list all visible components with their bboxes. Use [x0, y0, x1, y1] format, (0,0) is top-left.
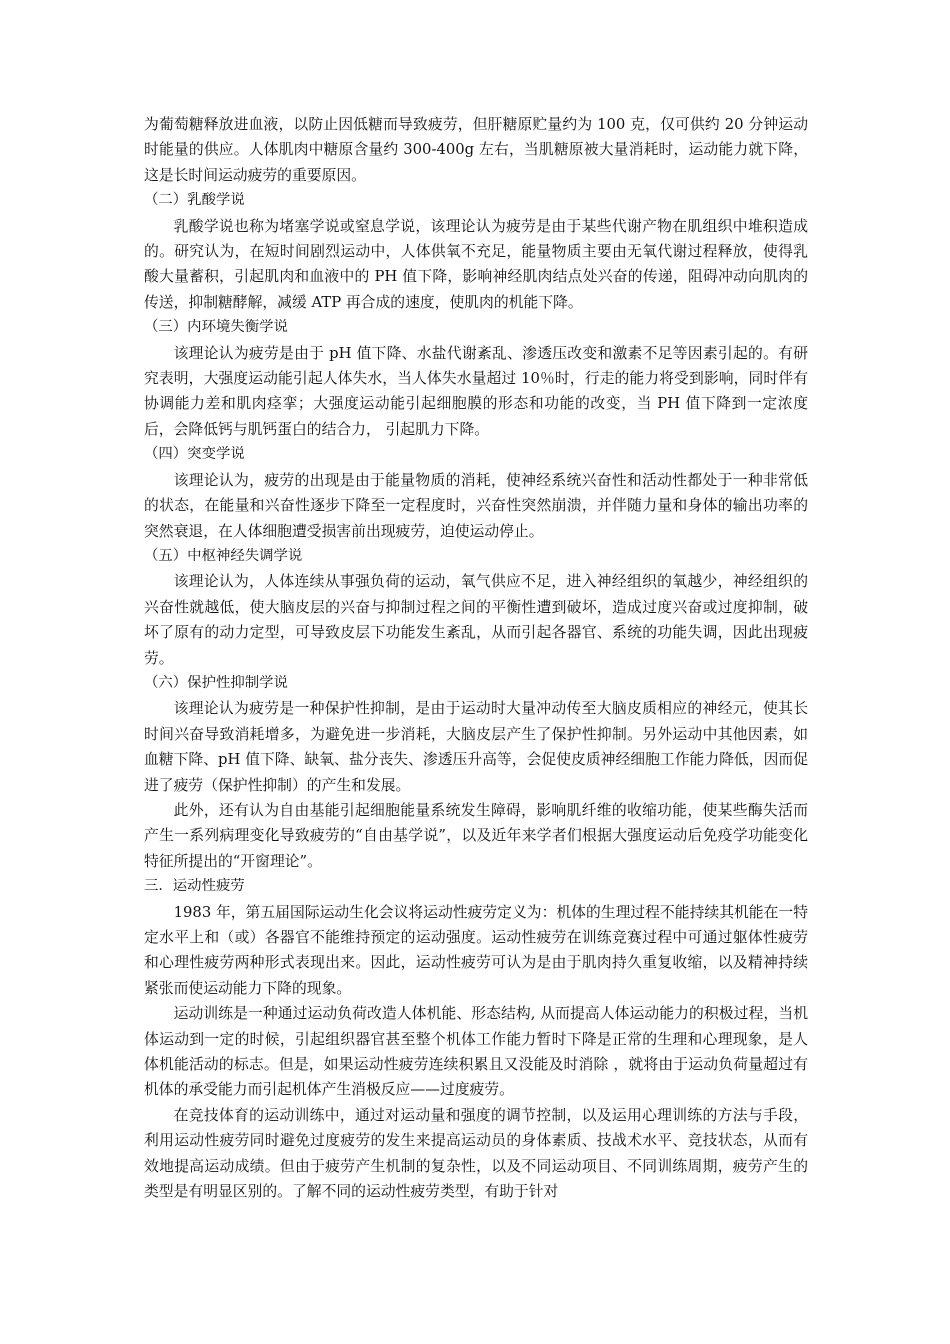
- mutation-paragraph: 该理论认为，疲劳的出现是由于能量物质的消耗，使神经系统兴奋性和活动性都处于一种非常低的状态，在能量和兴奋性逐步下降至一定程度时，兴奋性突然崩溃，并伴随力量和身体的输出功率的突然衰退，在人体细胞遭受损害前出现疲劳，迫使运动停止。: [144, 471, 808, 540]
- competitive-sports-paragraph: 在竞技体育的运动训练中，通过对运动量和强度的调节控制，以及运用心理训练的方法与手段，利用运动性疲劳同时避免过度疲劳的发生来提高运动员的身体素质、技战术水平、竞技状态，从而有效地提高运动成绩。但由于疲劳产生机制的复杂性，以及不同运动项目、不同训练周期，疲劳产生的类型是有明显区别的。了解不同的运动性疲劳类型，有助于针对: [144, 1106, 808, 1201]
- section-heading-internal-environment: （三）内环境失衡学说: [144, 319, 288, 336]
- internal-environment-paragraph: 该理论认为疲劳是由于 pH 值下降、水盐代谢紊乱、渗透压改变和激素不足等因素引起的。有研究表明，大强度运动能引起人体失水，当人体失水量超过 10％时，行走的能力将受到影响，同时伴有协调能力差和肌肉痉挛；大强度运动能引起细胞膜的形态和功能的改变，当 PH 值下降到一定浓度后，会降低钙与肌钙蛋白的结合力， 引起肌力下降。: [144, 344, 808, 438]
- lactic-acid-paragraph: 乳酸学说也称为堵塞学说或窒息学说，该理论认为疲劳是由于某些代谢产物在肌组织中堆积造成的。研究认为，在短时间剧烈运动中，人体供氧不充足，能量物质主要由无氧代谢过程释放，使得乳酸大量蓄积，引起肌肉和血液中的 PH 值下降，影响神经肌肉结点处兴奋的传递，阻碍冲动向肌肉的传送，抑制糖酵解，减缓 ATP 再合成的速度，使肌肉的机能下降。: [144, 217, 808, 311]
- central-nervous-paragraph: 该理论认为，人体连续从事强负荷的运动，氧气供应不足，进入神经组织的氧越少，神经组织的兴奋性就越低，使大脑皮层的兴奋与抑制过程之间的平衡性遭到破坏，造成过度兴奋或过度抑制，破坏了原有的动力定型，可导致皮层下功能发生紊乱，从而引起各器官、系统的功能失调，因此出现疲劳。: [144, 573, 808, 667]
- section-heading-protective-inhibition: （六）保护性抑制学说: [144, 674, 288, 691]
- exercise-fatigue-definition-paragraph: 1983 年，第五届国际运动生化会议将运动性疲劳定义为：机体的生理过程不能持续其机能在一特定水平上和（或）各器官不能维持预定的运动强度。运动性疲劳在训练竞赛过程中可通过躯体性疲劳和心理性疲劳两种形式表现出来。因此，运动性疲劳可认为是由于肌肉持久重复收缩，以及精神持续紧张而使运动能力下降的现象。: [144, 903, 808, 997]
- section-heading-central-nervous: （五）中枢神经失调学说: [144, 547, 303, 564]
- section-heading-exercise-fatigue: 三．运动性疲劳: [144, 878, 245, 895]
- protective-inhibition-paragraph: 该理论认为疲劳是一种保护性抑制，是由于运动时大量冲动传至大脑皮质相应的神经元，使其长时间兴奋导致消耗增多，为避免进一步消耗，大脑皮层产生了保护性抑制。另外运动中其他因素，如血糖下降、pH 值下降、缺氧、盐分丧失、渗透压升高等，会促使皮质神经细胞工作能力降低，因而促进了疲劳（保护性抑制）的产生和发展。: [144, 700, 808, 794]
- section-heading-mutation: （四）突变学说: [144, 446, 245, 463]
- free-radical-paragraph: 此外，还有认为自由基能引起细胞能量系统发生障碍，影响肌纤维的收缩功能，使某些酶失活而产生一系列病理变化导致疲劳的“自由基学说”，以及近年来学者们根据大强度运动后免疫学功能变化特征所提出的“开窗理论”。: [144, 801, 808, 870]
- intro-paragraph: 为葡萄糖释放进血液，以防止因低糖而导致疲劳，但肝糖原贮量约为 100 克，仅可供约 20 分钟运动时能量的供应。人体肌肉中糖原含量约 300-400g 左右，当肌糖原被大量消耗时，运动能力就下降，这是长时间运动疲劳的重要原因。: [144, 116, 808, 184]
- sports-training-paragraph: 运动训练是一种通过运动负荷改造人体机能、形态结构, 从而提高人体运动能力的积极过程，当机体运动到一定的时候，引起组织器官甚至整个机体工作能力暂时下降是正常的生理和心理现象，是人体机能活动的标志。但是，如果运动性疲劳连续积累且又没能及时消除 ，就将由于运动负荷量超过有机体的承受能力而引起机体产生消极反应——过度疲劳。: [144, 1005, 808, 1099]
- document-page: [144, 112, 808, 1204]
- section-heading-lactic-acid: （二）乳酸学说: [144, 192, 245, 209]
